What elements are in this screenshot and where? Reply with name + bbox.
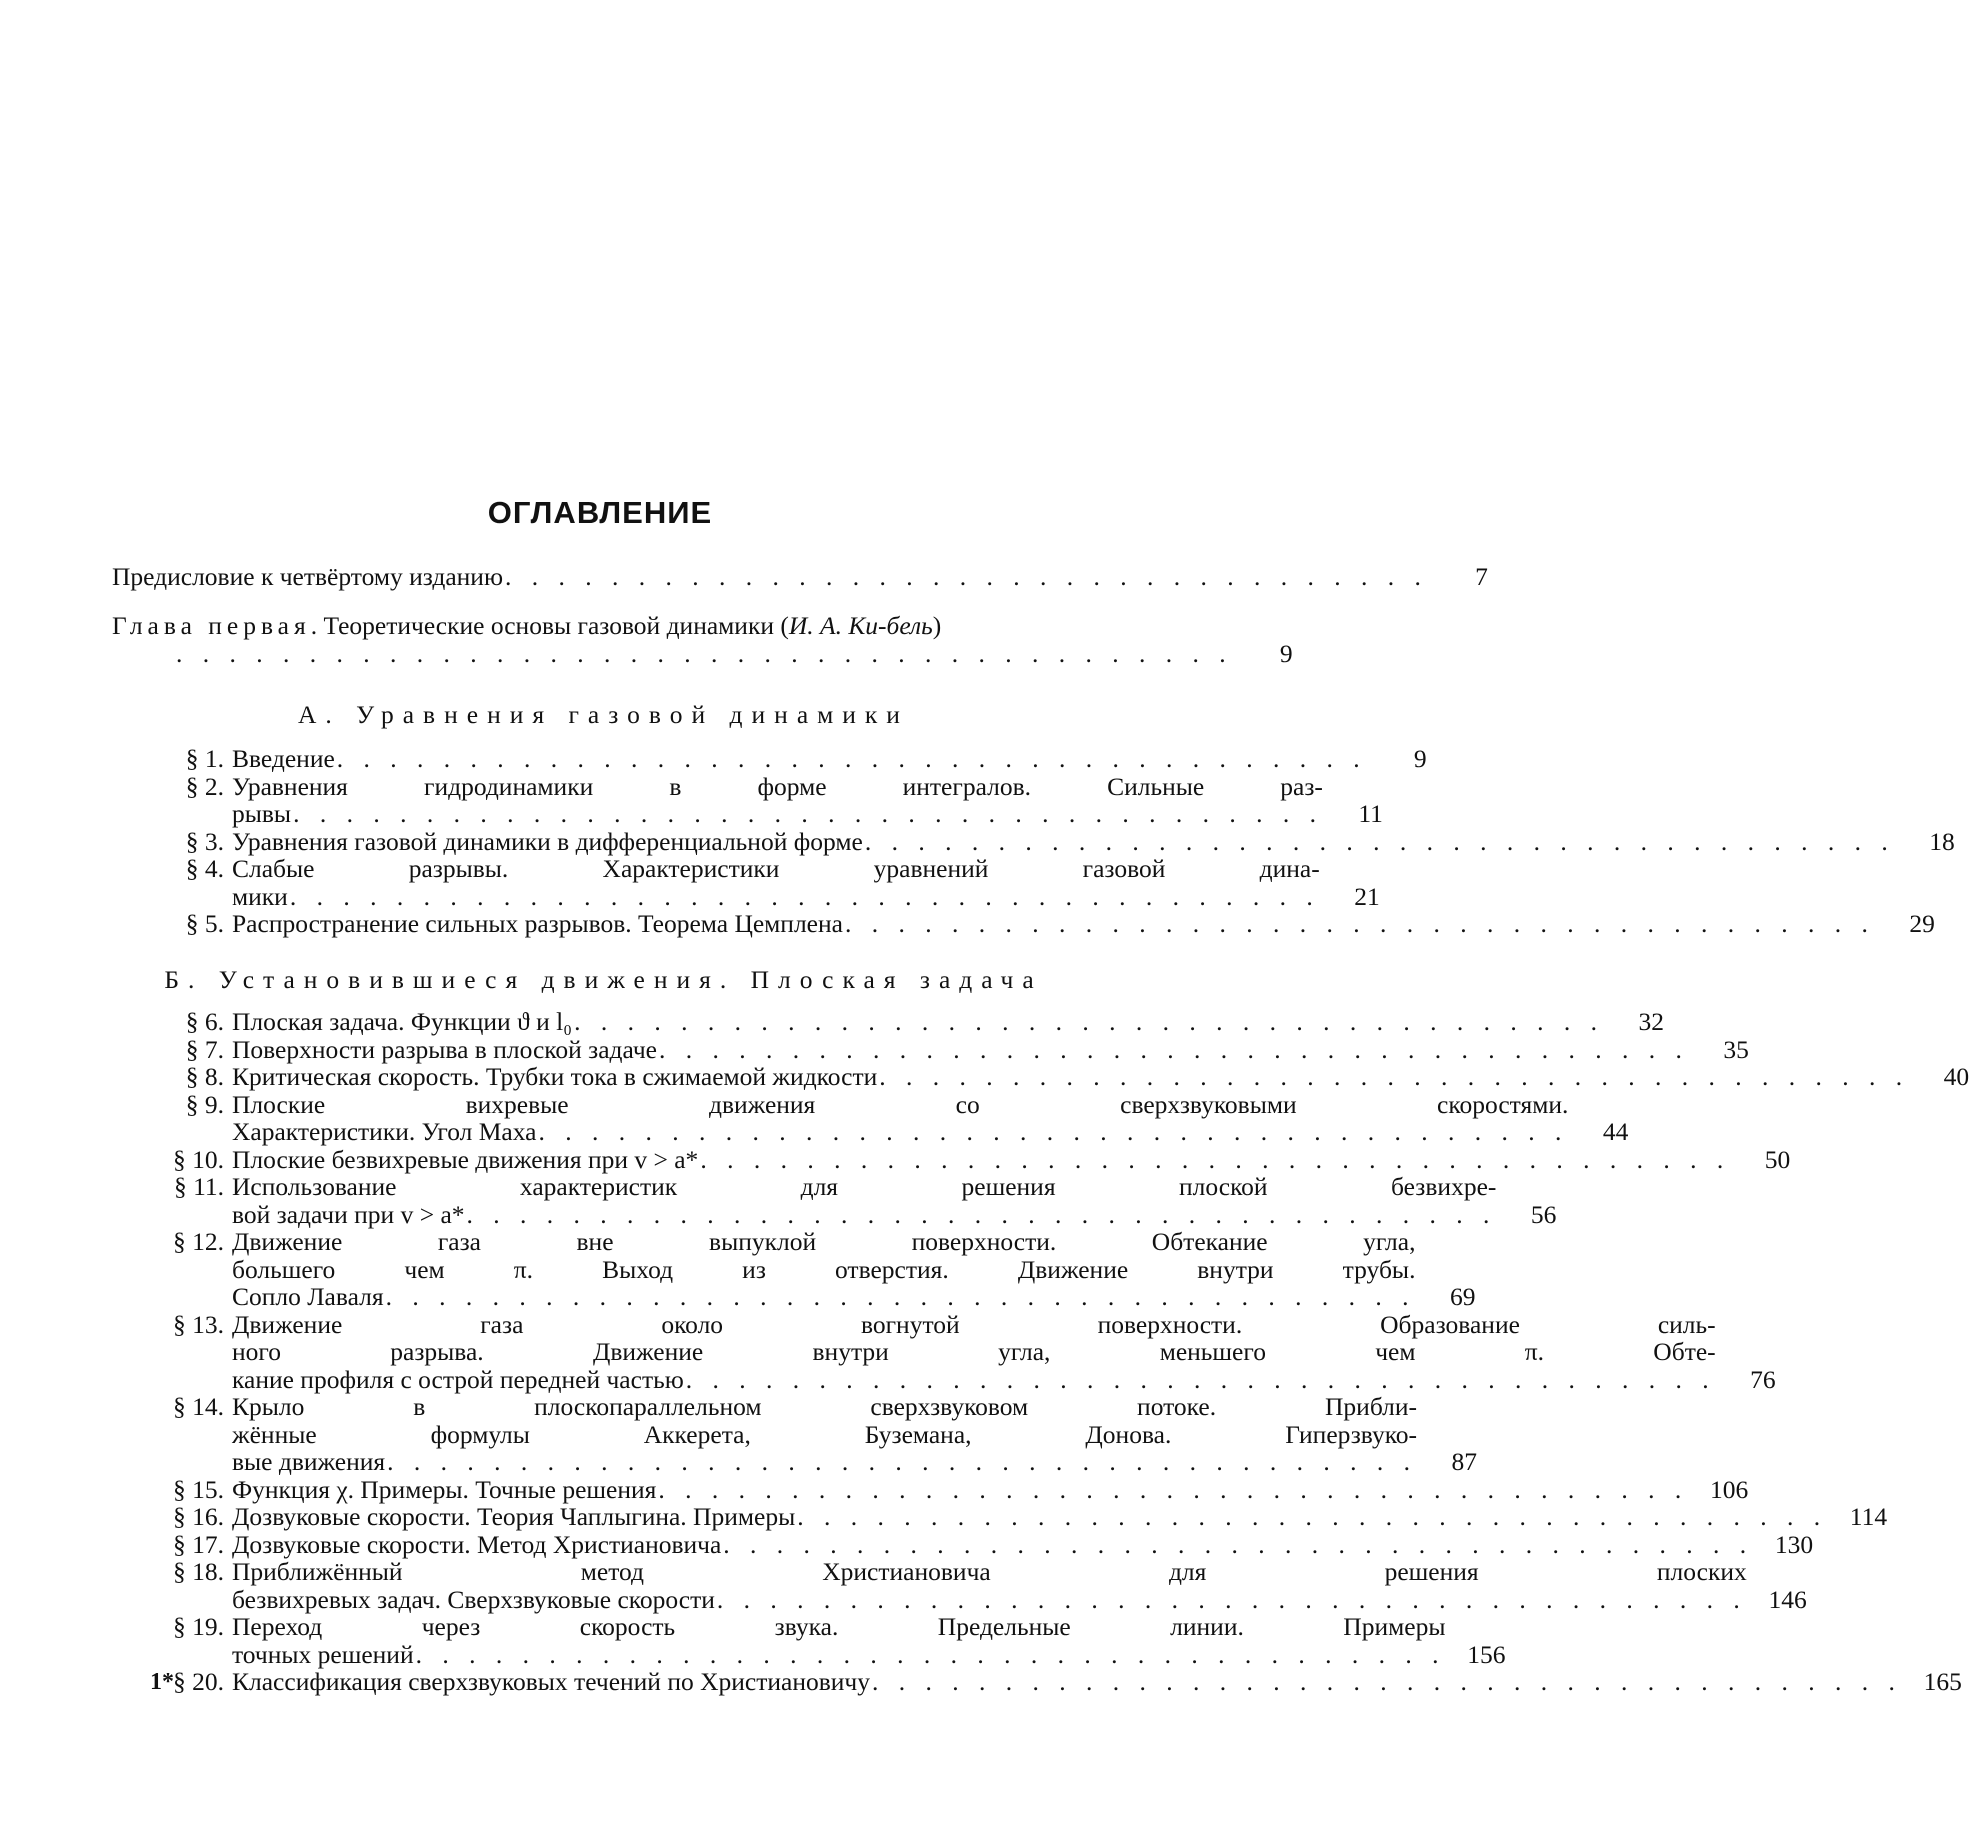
page-number: 50 <box>1764 1144 1791 1174</box>
toc-entry[interactable] <box>112 909 1935 938</box>
dot-leader: . . . . . . . . . . . . . . . . . . . . . . . . . . . . . . . . . . . . . . . <box>289 881 1320 911</box>
section-heading-a: А. Уравнения газовой динамики <box>298 700 909 729</box>
section-number: § 5. <box>185 909 224 938</box>
toc-entry[interactable] <box>112 1502 1888 1531</box>
page-number: 165 <box>1923 1667 1962 1696</box>
page-number: 44 <box>1602 1117 1629 1146</box>
toc-entry[interactable] <box>112 1144 1791 1174</box>
page-number: 11 <box>1358 799 1383 828</box>
toc-entry[interactable] <box>112 1667 1962 1696</box>
section-title <box>232 1531 1753 1559</box>
section-title-line: Плоские вихревые движения со сверхзвуковыми скоростями. <box>232 1089 1569 1119</box>
section-number: § 17. <box>173 1529 224 1559</box>
preface-page: 7 <box>1475 562 1488 591</box>
section-title-line: Дозвуковые скорости. Метод Христиановича <box>232 1529 722 1559</box>
section-number: § 18. <box>173 1557 224 1586</box>
section-title <box>232 1146 1730 1174</box>
page-number: 114 <box>1849 1502 1888 1531</box>
section-title-line: рывы <box>232 799 292 828</box>
section-title <box>232 1063 1909 1091</box>
dot-leader: . . . . . . . . . . . . . . . . . . . . . . . . . . . . . . . . . . . . . . . <box>385 1282 1416 1311</box>
preface-title: Предисловие к четвёртому изданию <box>112 562 503 591</box>
dot-leader: . . . . . . . . . . . . . . . . . . . . . . . . . . . . . . . . . . . <box>505 562 1428 591</box>
section-title-line: Слабые разрывы. Характеристики уравнений газовой дина- <box>232 854 1320 883</box>
section-title-line: точных решений <box>232 1639 414 1669</box>
dot-leader: . . . . . . . . . . . . . . . . . . . . . . . . . . . . . . . . . . . . . . . <box>716 1584 1747 1614</box>
section-number: § 7. <box>185 1034 224 1064</box>
section-number: § 8. <box>185 1062 224 1091</box>
toc-entry[interactable] <box>112 1612 1506 1669</box>
section-title <box>232 1311 1716 1394</box>
toc-entry[interactable] <box>112 1227 1476 1311</box>
section-title-line: ного разрыва. Движение внутри угла, меньшего чем π. Обте- <box>232 1337 1716 1366</box>
page-number: 146 <box>1768 1584 1807 1614</box>
page-number: 76 <box>1750 1364 1776 1394</box>
page-number: 156 <box>1467 1639 1506 1669</box>
section-number: § 15. <box>173 1474 224 1504</box>
section-title <box>232 1228 1415 1311</box>
toc-entry[interactable] <box>112 1392 1478 1476</box>
section-title-line: Характеристики. Угол Маха <box>232 1117 537 1146</box>
page-number: 32 <box>1638 1007 1664 1036</box>
section-title <box>232 910 1875 938</box>
dot-leader: . . . . . . . . . . . . . . . . . . . . . . . . . . . . . . . . . . . . . . . . <box>176 638 1233 668</box>
page-number: 40 <box>1943 1062 1969 1091</box>
section-title-line: Плоская задача. Функции ϑ и l₀ <box>232 1007 573 1036</box>
section-title-line: мики <box>232 881 288 911</box>
toc-entry[interactable] <box>112 1557 1807 1614</box>
section-number: § 3. <box>185 826 224 856</box>
dot-leader: . . . . . . . . . . . . . . . . . . . . . . . . . . . . . . . . . . . . . . . <box>723 1529 1754 1559</box>
page-number: 106 <box>1710 1474 1749 1504</box>
dot-leader: . . . . . . . . . . . . . . . . . . . . . . . . . . . . . . . . . . . . . . . <box>387 1447 1418 1476</box>
dot-leader: . . . . . . . . . . . . . . . . . . . . . . . . . . . . . . . . . . . . . . . <box>879 1062 1910 1091</box>
section-number: § 9. <box>185 1089 224 1119</box>
chapter-author: И. А. Ки-бель <box>788 611 933 640</box>
section-title <box>232 1476 1688 1504</box>
page-number: 56 <box>1530 1199 1557 1229</box>
section-title-line: Уравнения газовой динамики в дифференциальной форме <box>232 826 863 856</box>
chapter-page: 9 <box>1279 638 1293 668</box>
toc-entry[interactable] <box>112 854 1380 911</box>
section-title <box>232 1668 1902 1696</box>
section-title <box>232 745 1367 773</box>
page-number: 9 <box>1413 744 1427 773</box>
toc-entry[interactable] <box>112 744 1427 773</box>
section-title <box>232 828 1895 856</box>
section-title-line: Движение газа вне выпуклой поверхности. Обтекание угла, <box>232 1227 1416 1256</box>
section-title-line: Критическая скорость. Трубки тока в сжимаемой жидкости <box>232 1062 878 1091</box>
toc-entry[interactable] <box>112 826 1955 856</box>
toc-entry[interactable] <box>112 771 1383 828</box>
section-title <box>232 1036 1689 1064</box>
section-title <box>232 855 1320 910</box>
section-title <box>232 1173 1496 1228</box>
section-number: § 16. <box>173 1502 224 1531</box>
section-title-line: Введение <box>232 744 335 773</box>
dot-leader: . . . . . . . . . . . . . . . . . . . . . . . . . . . . . . . . . . . . . . . <box>872 1667 1902 1696</box>
section-title-line: Плоские безвихревые движения при v > a* <box>232 1144 699 1174</box>
section-title-line: Движение газа около вогнутой поверхности. Образование силь- <box>232 1309 1716 1339</box>
section-number: § 19. <box>173 1612 224 1641</box>
dot-leader: . . . . . . . . . . . . . . . . . . . . . . . . . . . . . . . . . . . . . . . <box>466 1199 1497 1229</box>
section-title-line: жённые формулы Аккерета, Буземана, Донова. Гиперзвуко- <box>232 1419 1418 1449</box>
section-number: § 12. <box>173 1227 224 1256</box>
toc-entry[interactable] <box>112 1172 1557 1229</box>
section-title-line: Дозвуковые скорости. Теория Чаплыгина. Примеры <box>232 1502 796 1531</box>
section-title-line: Приближённый метод Христиановича для решения плоских <box>232 1557 1747 1586</box>
toc-entry[interactable] <box>112 1034 1749 1064</box>
dot-leader: . . . . . . . . . . . . . . . . . . . . . . . . . . . . . . . . . . . . . . . <box>574 1007 1604 1036</box>
page-title: ОГЛАВЛЕНИЕ <box>487 495 713 530</box>
section-number: § 4. <box>185 854 224 883</box>
section-number: § 11. <box>173 1172 224 1201</box>
section-title-line: Классификация сверхзвуковых течений по Христиановичу <box>232 1667 870 1696</box>
section-title-line: Уравнения гидродинамики в форме интегралов. Сильные раз- <box>232 771 1323 801</box>
dot-leader: . . . . . . . . . . . . . . . . . . . . . . . . . . . . . . . . . . . . . . . <box>658 1034 1689 1064</box>
section-title <box>232 1393 1417 1476</box>
dot-leader: . . . . . . . . . . . . . . . . . . . . . . . . . . . . . . . . . . . . . . . <box>336 744 1367 773</box>
toc-entry[interactable] <box>112 1529 1814 1559</box>
section-number: § 2. <box>185 771 224 801</box>
toc-entry[interactable] <box>112 1309 1776 1394</box>
chapter-title: . Теоретические основы газовой динамики ( <box>310 611 789 640</box>
section-a-list <box>112 744 1955 938</box>
chapter-close: ) <box>932 611 942 640</box>
section-title <box>232 773 1323 828</box>
section-title <box>232 1558 1747 1613</box>
page-number: 29 <box>1909 909 1935 938</box>
section-number: § 1. <box>185 744 224 773</box>
section-title <box>232 1091 1568 1146</box>
page-number: 130 <box>1774 1529 1814 1559</box>
section-title <box>232 1008 1604 1036</box>
chapter-prefix: Глава первая <box>112 611 311 640</box>
section-title-line: Распространение сильных разрывов. Теорема Цемплена <box>232 909 843 938</box>
page-number: 18 <box>1929 826 1955 856</box>
page-number: 87 <box>1451 1447 1478 1476</box>
toc-entry[interactable] <box>112 1089 1629 1146</box>
page-number: 35 <box>1723 1034 1749 1064</box>
dot-leader: . . . . . . . . . . . . . . . . . . . . . . . . . . . . . . . . . . . . . . . <box>415 1639 1446 1669</box>
section-b-list <box>112 1007 1969 1696</box>
dot-leader: . . . . . . . . . . . . . . . . . . . . . . . . . . . . . . . . . . . . . . . <box>700 1144 1731 1174</box>
page-number: 21 <box>1354 881 1380 911</box>
section-title <box>232 1613 1445 1668</box>
section-number: § 6. <box>185 1007 224 1036</box>
dot-leader: . . . . . . . . . . . . . . . . . . . . . . . . . . . . . . . . . . . . . . . <box>658 1474 1689 1504</box>
section-title-line: Переход через скорость звука. Предельные линии. Примеры <box>232 1612 1446 1641</box>
section-number: § 20. <box>173 1667 224 1696</box>
section-title-line: кание профиля с острой передней частью <box>232 1364 684 1394</box>
section-number: § 13. <box>173 1309 224 1339</box>
toc-entry-preface[interactable] <box>112 562 1488 591</box>
signature-mark: 1* <box>150 1669 174 1695</box>
dot-leader: . . . . . . . . . . . . . . . . . . . . . . . . . . . . . . . . . . . . . . . <box>864 826 1895 856</box>
toc-entry[interactable] <box>112 1474 1749 1504</box>
dot-leader: . . . . . . . . . . . . . . . . . . . . . . . . . . . . . . . . . . . . . . . <box>538 1117 1569 1146</box>
section-title-line: Поверхности разрыва в плоской задаче <box>232 1034 657 1064</box>
dot-leader: . . . . . . . . . . . . . . . . . . . . . . . . . . . . . . . . . . . . . . . <box>844 909 1875 938</box>
section-title <box>232 1503 1827 1531</box>
toc-entry[interactable] <box>112 1007 1664 1036</box>
page-number: 69 <box>1449 1282 1476 1311</box>
section-title-line: Функция χ. Примеры. Точные решения <box>232 1474 657 1504</box>
section-title-line: Сопло Лаваля <box>232 1282 384 1311</box>
section-number: § 10. <box>173 1144 224 1174</box>
toc-entry-chapter[interactable] <box>112 611 1293 668</box>
toc-entry[interactable] <box>112 1062 1969 1091</box>
section-number: § 14. <box>173 1392 224 1421</box>
section-title-line: безвихревых задач. Сверхзвуковые скорости <box>232 1584 715 1614</box>
section-title-line: вые движения <box>232 1447 386 1476</box>
dot-leader: . . . . . . . . . . . . . . . . . . . . . . . . . . . . . . . . . . . . . . . <box>685 1364 1716 1394</box>
section-title-line: Использование характеристик для решения плоской безвихре- <box>232 1172 1497 1201</box>
dot-leader: . . . . . . . . . . . . . . . . . . . . . . . . . . . . . . . . . . . . . . . <box>797 1502 1828 1531</box>
section-heading-b: Б. Установившиеся движения. Плоская задача <box>164 965 1043 994</box>
section-title-line: вой задачи при v > a* <box>232 1199 465 1229</box>
dot-leader: . . . . . . . . . . . . . . . . . . . . . . . . . . . . . . . . . . . . . . . <box>293 799 1323 828</box>
section-title-line: Крыло в плоскопараллельном сверхзвуковом потоке. Прибли- <box>232 1392 1418 1421</box>
section-title-line: большего чем π. Выход из отверстия. Движение внутри трубы. <box>232 1254 1416 1284</box>
